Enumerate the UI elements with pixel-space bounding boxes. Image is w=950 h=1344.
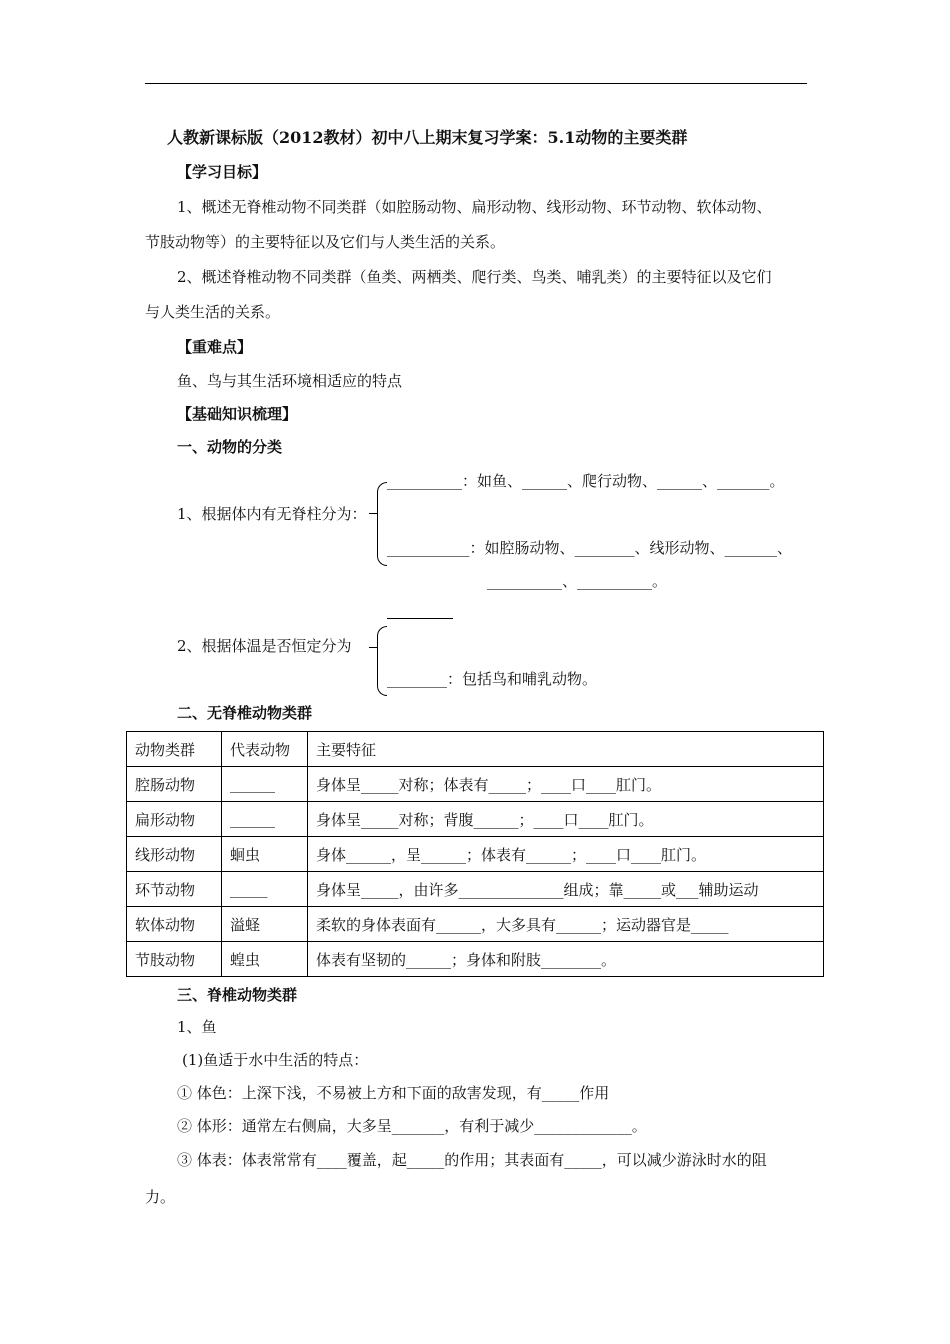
fish-point-surface-line-2: 力。 [145,1188,176,1206]
temperature-brace [377,626,387,696]
fish-point-surface-line-1: ③ 体表：体表常常有____覆盖，起_____的作用；其表面有_____，可以减少游泳时水的阻 [177,1151,767,1169]
key-points-heading: 【重难点】 [177,338,253,356]
fish-point-color: ① 体色：上深下浅，不易被上方和下面的敌害发现，有_____作用 [177,1084,610,1102]
key-points-text: 鱼、鸟与其生活环境相适应的特点 [177,372,403,390]
feature-cell: 体表有坚韧的______；身体和附肢________。 [308,942,824,977]
feature-cell: 柔软的身体表面有______，大多具有______；运动器官是_____ [308,907,824,942]
backbone-branch-2-cont: __________、__________。 [487,572,668,590]
goal-1-line-2: 节肢动物等）的主要特征以及它们与人类生活的关系。 [145,233,506,251]
backbone-branch-1: __________：如鱼、______、爬行动物、______、_______。 [387,472,785,490]
backbone-brace-tip [369,513,377,514]
fish-point-shape: ② 体形：通常左右侧扁，大多呈_______，有利于减少_____________。 [177,1117,647,1135]
fish-heading: 1、鱼 [177,1018,217,1036]
example-cell: ______ [222,767,308,802]
basics-heading: 【基础知识梳理】 [177,405,298,423]
group-cell: 节肢动物 [127,942,222,977]
section-2-heading: 二、无脊椎动物类群 [177,704,313,722]
header-cell: 代表动物 [222,732,308,767]
example-cell: 溢蛏 [222,907,308,942]
document-title: 人教新课标版（2012教材）初中八上期末复习学案：5.1动物的主要类群 [167,128,688,147]
table-row [127,907,824,942]
example-cell: ______ [222,802,308,837]
group-cell: 环节动物 [127,872,222,907]
table-row [127,872,824,907]
invertebrate-table [126,731,824,977]
temperature-branch-1-blank [387,618,453,619]
feature-cell: 身体______，呈______；体表有______；____口____肛门。 [308,837,824,872]
table-row [127,767,824,802]
temperature-branch-2: ________：包括鸟和哺乳动物。 [387,670,598,688]
table-row [127,802,824,837]
feature-cell: 身体呈_____对称；背腹______；____口____肛门。 [308,802,824,837]
backbone-brace [377,482,387,566]
example-cell: 蛔虫 [222,837,308,872]
section-1-heading: 一、动物的分类 [177,438,283,456]
backbone-question: 1、根据体内有无脊柱分为： [177,505,367,523]
goals-heading: 【学习目标】 [177,163,268,181]
fish-subheading: (1)鱼适于水中生活的特点： [182,1051,369,1069]
example-cell: _____ [222,872,308,907]
table-row [127,837,824,872]
group-cell: 腔肠动物 [127,767,222,802]
header-rule [145,83,807,84]
header-cell: 主要特征 [308,732,824,767]
goal-2-line-2: 与人类生活的关系。 [145,303,281,321]
temperature-question: 2、根据体温是否恒定分为 [177,637,352,655]
backbone-branch-2: ___________：如腔肠动物、________、线形动物、_______、 [387,539,793,557]
section-3-heading: 三、脊椎动物类群 [177,986,298,1004]
table-header-row [127,732,824,767]
table-row [127,942,824,977]
group-cell: 线形动物 [127,837,222,872]
feature-cell: 身体呈_____，由许多______________组成；靠_____或___辅助运动 [308,872,824,907]
group-cell: 软体动物 [127,907,222,942]
goal-2-line-1: 2、概述脊椎动物不同类群（鱼类、两栖类、爬行类、鸟类、哺乳类）的主要特征以及它们 [177,268,772,286]
temperature-brace-tip [369,647,377,648]
feature-cell: 身体呈_____对称；体表有_____；____口____肛门。 [308,767,824,802]
example-cell: 蝗虫 [222,942,308,977]
group-cell: 扁形动物 [127,802,222,837]
goal-1-line-1: 1、概述无脊椎动物不同类群（如腔肠动物、扁形动物、线形动物、环节动物、软体动物、 [177,198,772,216]
header-cell: 动物类群 [127,732,222,767]
